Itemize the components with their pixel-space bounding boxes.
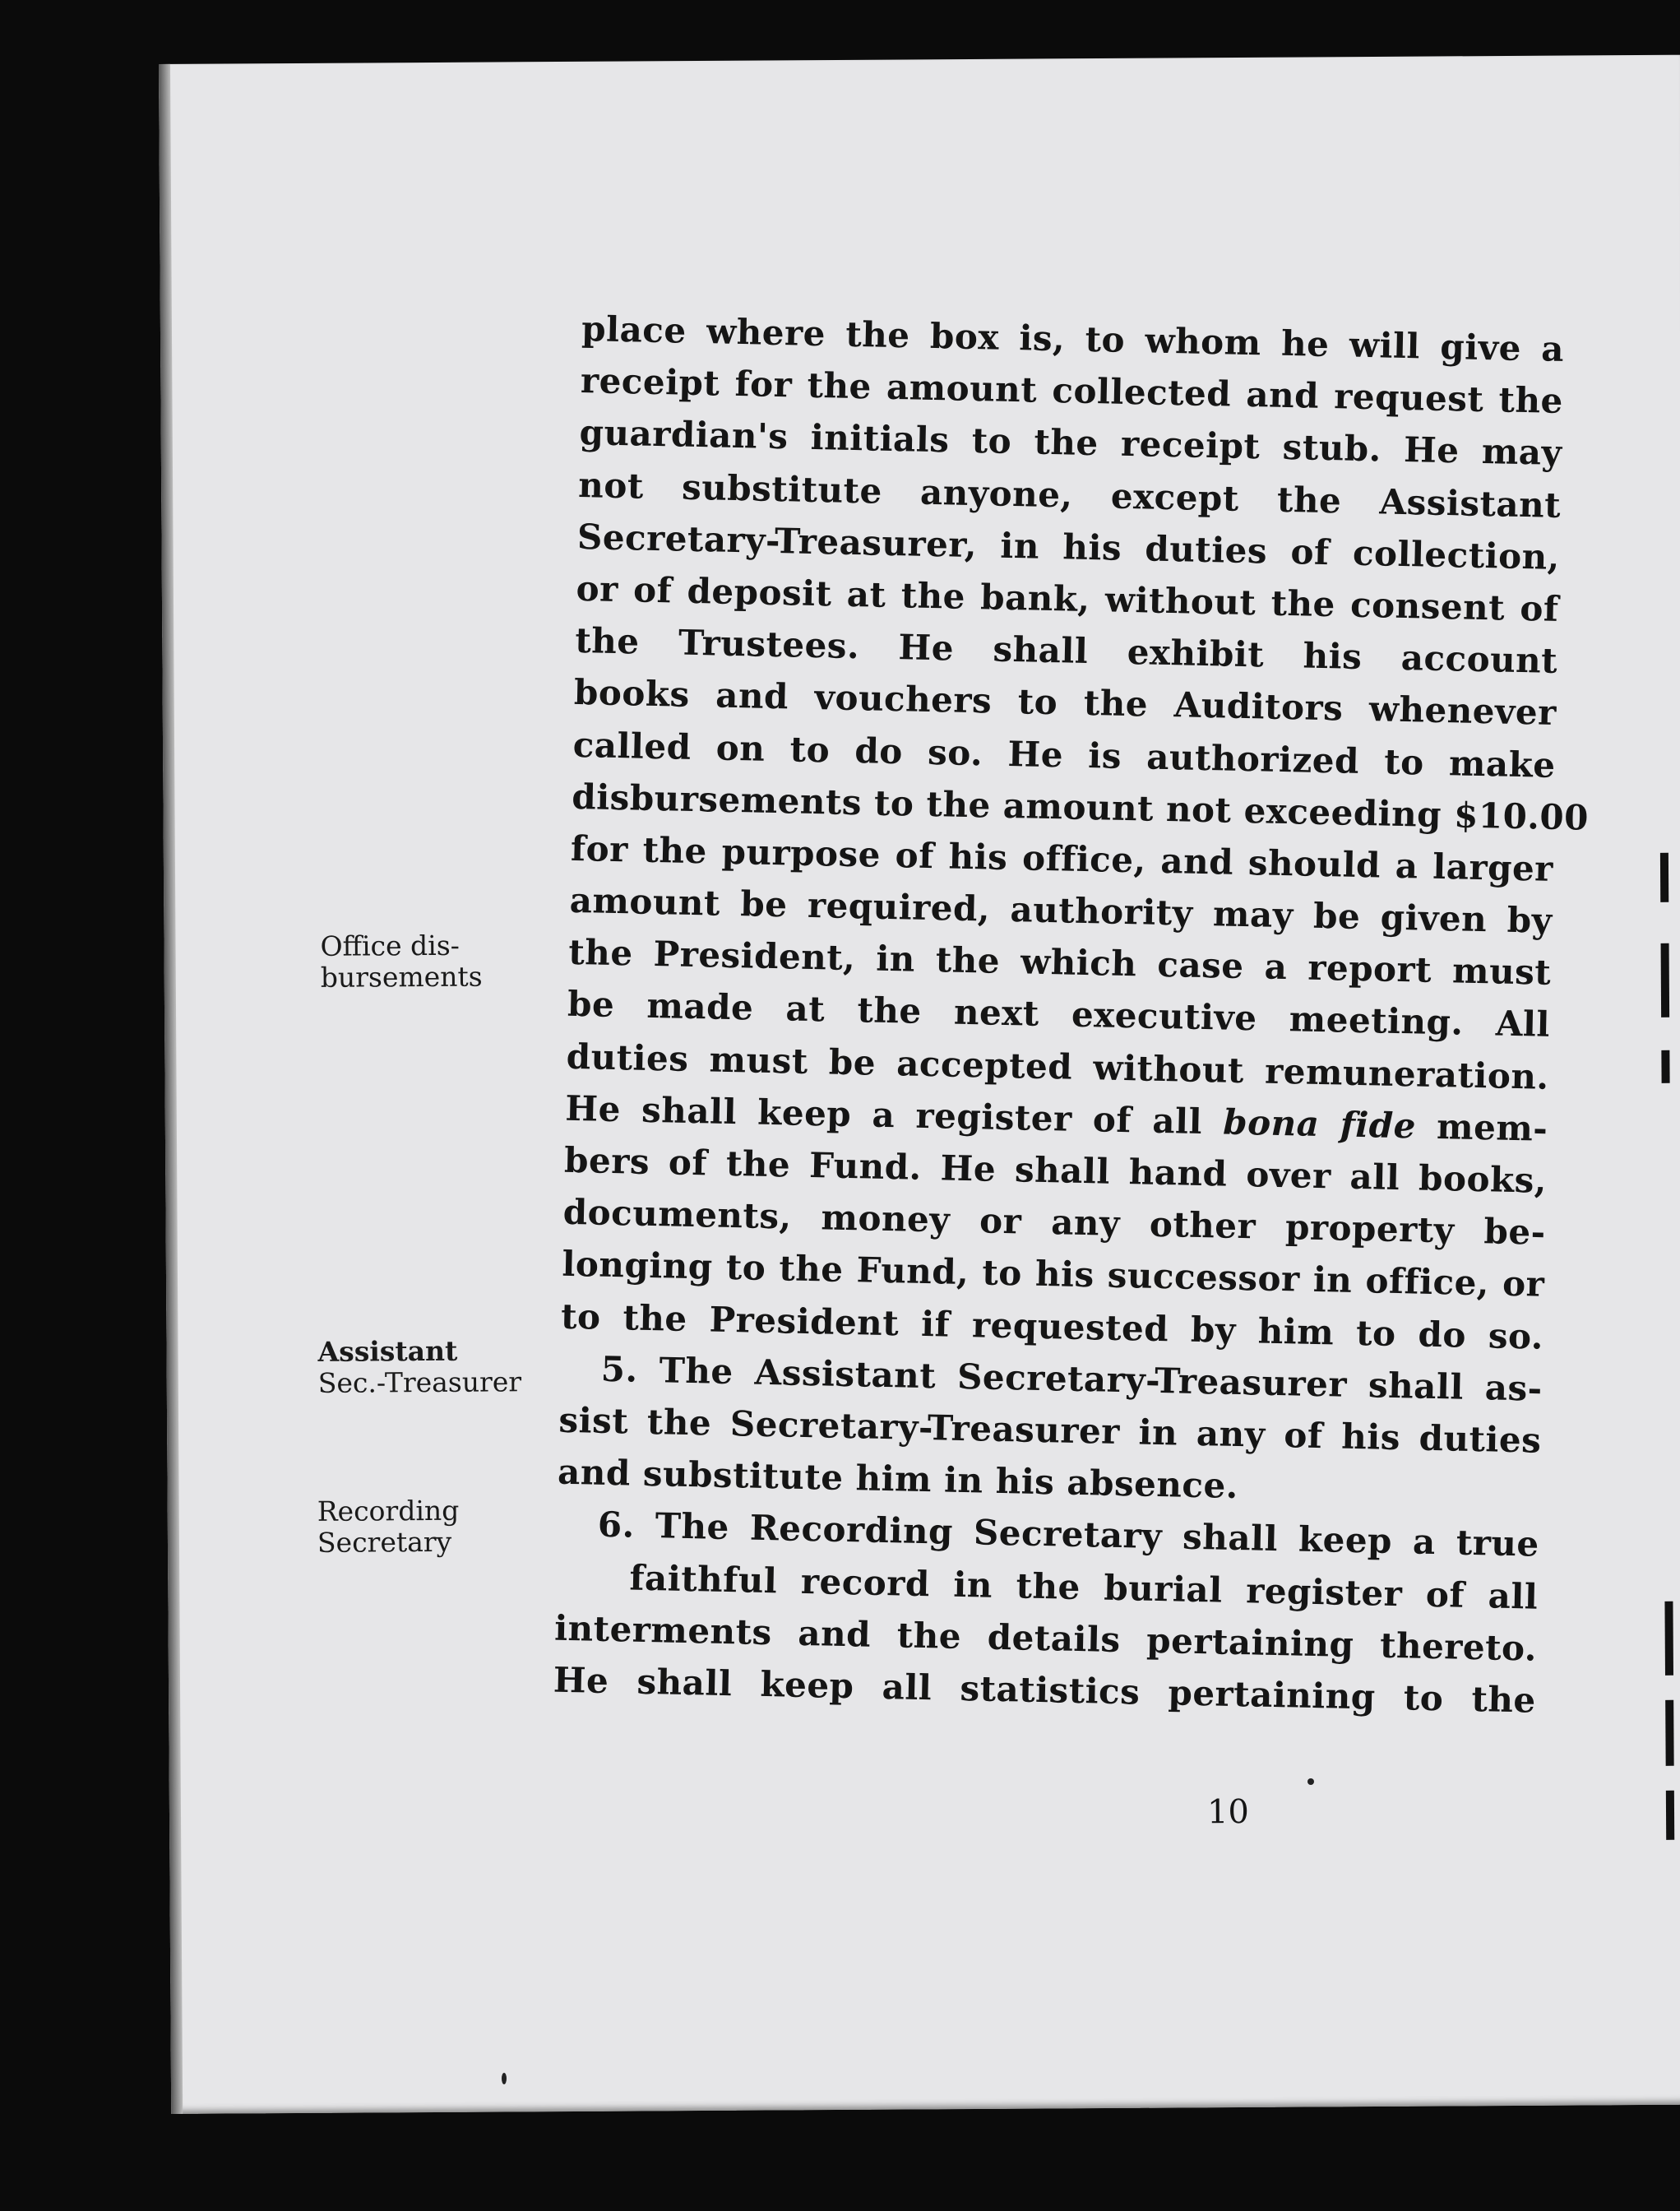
body-line: amount be required, authority may be given by [569,879,1553,941]
body-line: called on to do so. He is authorized to make [572,724,1557,786]
body-line: guardian's initials to the receipt stub. He may [579,412,1562,474]
body-line: books and vouchers to the Auditors whenever [573,672,1557,734]
body-line: He shall keep a register of all bona fide mem- [564,1087,1548,1149]
margin-note-recording-secretary [317,1495,460,1559]
body-line: duties must be accepted without remuneration. [566,1036,1550,1097]
body-line: or of deposit at the bank, without the consent of [576,568,1559,629]
scan-speck [1307,1778,1314,1785]
margin-note-line: Assistant [317,1334,458,1368]
body-line: be made at the next executive meeting. All [567,984,1551,1045]
body-line: receipt for the amount collected and request the [580,360,1564,422]
page-edge-shadow [159,64,183,2114]
body-line: bers of the Fund. He shall hand over all books, [563,1139,1548,1201]
body-line: not substitute anyone, except the Assistant [577,464,1562,526]
body-line: place where the box is, to whom he will give a [581,308,1565,370]
margin-note-line: bursements [320,960,483,994]
scan-speck [502,2073,507,2084]
body-line: interments and the details pertaining thereto. [553,1607,1538,1669]
body-line: faithful record in the burial register of all [629,1557,1539,1617]
body-line: 5. The Assistant Secretary-Treasurer shall as- [600,1348,1543,1409]
body-line: disbursements to the amount not exceeding $10.00 [571,776,1590,838]
margin-note-line: Office dis- [320,929,460,962]
body-line: Secretary-Treasurer, in his duties of collection, [576,516,1561,577]
body-text [553,303,1590,1727]
body-line: 6. The Recording Secretary shall keep a true [597,1504,1540,1565]
margin-note-line: Secretary [317,1525,452,1559]
body-line: and substitute him in his absence. [557,1451,1239,1507]
body-line: documents, money or any other property be- [562,1191,1547,1253]
margin-note-assistant-treasurer [317,1335,521,1399]
margin-note-line: Recording [317,1494,460,1527]
body-line: sist the Secretary-Treasurer in any of his duties [558,1399,1542,1461]
italic-phrase: bona fide [1222,1101,1417,1147]
body-line: He shall keep all statistics pertaining to the [553,1659,1537,1721]
body-line: for the purpose of his office, and should a larger [570,827,1554,889]
margin-note-office-disbursements [320,930,482,994]
body-line: the Trustees. He shall exhibit his account [574,620,1558,682]
body-line: to the President if requested by him to do so. [560,1296,1544,1357]
body-line: longing to the Fund, to his successor in office, or [562,1244,1545,1305]
margin-note-line: Sec.-Treasurer [317,1365,522,1399]
body-line: the President, in the which case a report must [567,932,1552,994]
adjacent-page-edge [1648,154,1680,1799]
page-number: 10 [1206,1792,1250,1832]
